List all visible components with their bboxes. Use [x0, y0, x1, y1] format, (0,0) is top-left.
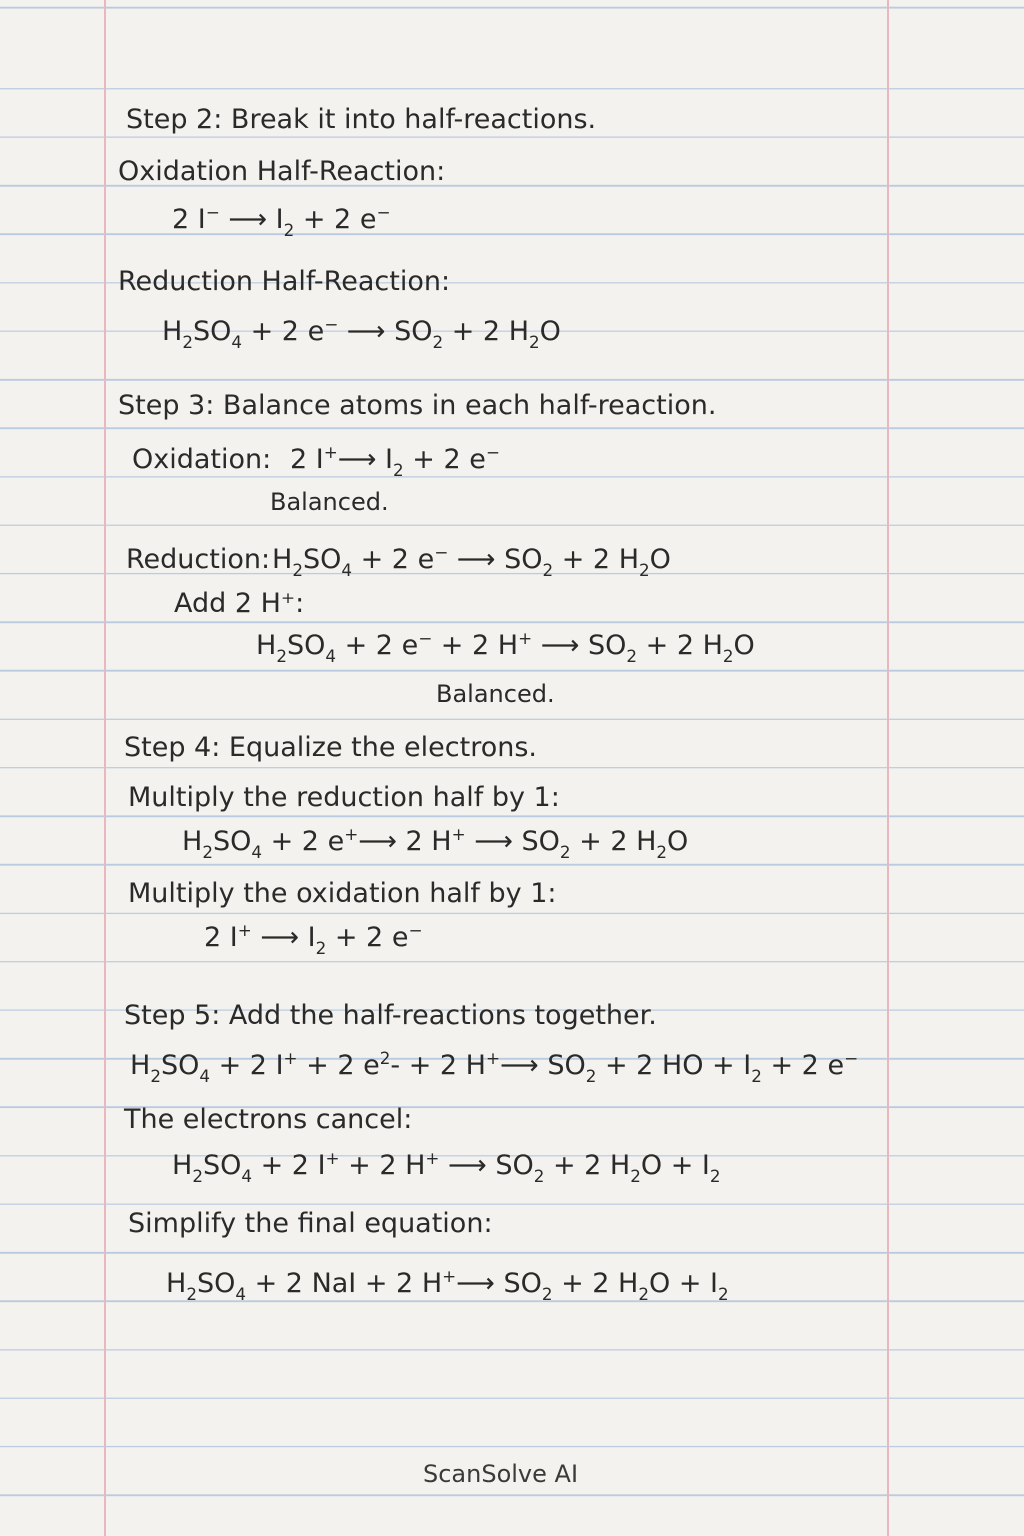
balanced-note-1: Balanced. — [270, 488, 389, 516]
left-margin-line — [104, 0, 106, 1536]
simplify-label: Simplify the final equation: — [128, 1208, 493, 1239]
reduction-half-reaction-equation: $H_2SO_4 + 2$ e− ⟶ $SO_2 + 2$ $H_2O$ — [162, 314, 561, 353]
reduction-half-reaction-heading: Reduction Half-Reaction: — [118, 266, 451, 297]
step5-combined-equation: $H_2SO_4 + 2$ I+ + 2 $e^2- + 2$ H+⟶ $SO_2 + 2$ HO + $I_2 + 2$ e− — [130, 1048, 859, 1087]
footer-brand: ScanSolve AI — [423, 1460, 579, 1488]
step3-oxidation-equation: 2 I+⟶ $I_2 + 2$ e− — [290, 442, 500, 481]
oxidation-half-reaction-equation: 2 I− ⟶ $I_2 + 2$ e− — [172, 202, 391, 241]
multiply-oxidation-label: Multiply the oxidation half by 1: — [128, 878, 557, 909]
step4-reduction-equation: $H_2SO_4 + 2$ e+⟶ 2 H+ ⟶ $SO_2 + 2$ $H_2O$ — [182, 824, 689, 863]
right-margin-line — [887, 0, 889, 1536]
balanced-note-2: Balanced. — [436, 680, 555, 708]
step3-reduction-label: Reduction: — [126, 544, 271, 575]
step3-reduction-equation: $H_2SO_4 + 2$ e− ⟶ $SO_2 + 2$ $H_2O$ — [272, 542, 671, 581]
step3-heading: Step 3: Balance atoms in each half-reaction. — [118, 390, 717, 421]
final-equation: $H_2SO_4 + 2$ NaI + 2 H+⟶ $SO_2 + 2$ $H_2O + I_2$ — [166, 1266, 729, 1305]
step3-oxidation-label: Oxidation: — [132, 444, 272, 475]
electrons-cancel-label: The electrons cancel: — [124, 1104, 413, 1135]
multiply-reduction-label: Multiply the reduction half by 1: — [128, 782, 560, 813]
cancelled-equation: $H_2SO_4 + 2$ I+ + 2 H+ ⟶ $SO_2 + 2$ $H_2O + I_2$ — [172, 1148, 721, 1187]
step3-reduction-with-h-equation: $H_2SO_4 + 2$ e− + 2 H+ ⟶ $SO_2 + 2$ $H_2O$ — [256, 628, 755, 667]
add-h-label: Add 2 H⁺: — [174, 588, 305, 619]
step4-heading: Step 4: Equalize the electrons. — [124, 732, 537, 763]
step4-oxidation-equation: 2 I+ ⟶ $I_2 + 2$ e− — [204, 920, 423, 959]
step5-heading: Step 5: Add the half-reactions together. — [124, 1000, 657, 1031]
oxidation-half-reaction-heading: Oxidation Half-Reaction: — [118, 156, 446, 187]
step2-heading: Step 2: Break it into half-reactions. — [126, 104, 597, 135]
